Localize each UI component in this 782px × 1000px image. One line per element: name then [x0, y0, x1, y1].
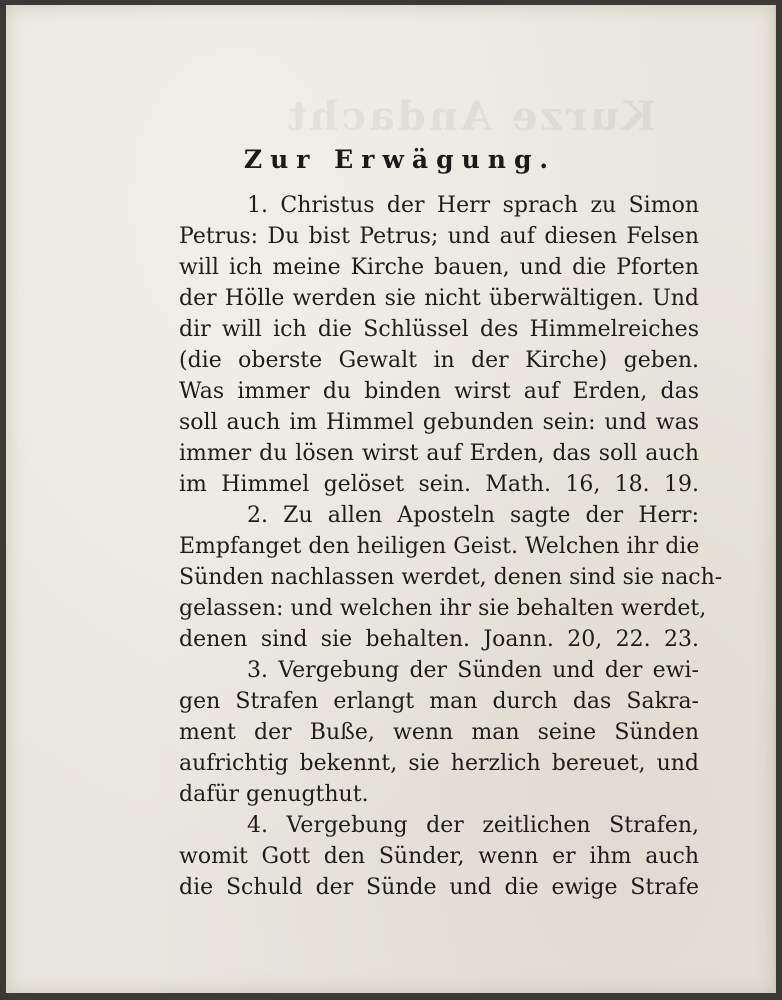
- text-line: 1. Christus der Herr sprach zu Simon: [247, 193, 699, 218]
- text-line: 2. Zu allen Aposteln sagte der Herr:: [247, 503, 699, 528]
- text-line: dir will ich die Schlüssel des Himmelreiches: [179, 317, 699, 342]
- text-line: Was immer du binden wirst auf Erden, das: [179, 379, 699, 404]
- text-line: soll auch im Himmel gebunden sein: und was: [179, 410, 699, 435]
- text-line: 3. Vergebung der Sünden und der ewi-: [247, 658, 699, 683]
- page-heading: Zur Erwägung.: [243, 145, 557, 174]
- text-line: Sünden nachlassen werdet, denen sind sie nach-: [179, 565, 723, 590]
- text-line: (die oberste Gewalt in der Kirche) geben.: [179, 348, 699, 373]
- text-line: aufrichtig bekennt, sie herzlich bereuet, und: [179, 751, 699, 776]
- book-page: [6, 5, 776, 993]
- text-line: ment der Buße, wenn man seine Sünden: [179, 720, 699, 745]
- text-line: womit Gott den Sünder, wenn er ihm auch: [179, 844, 699, 869]
- text-line: will ich meine Kirche bauen, und die Pforten: [179, 255, 699, 280]
- text-line: immer du lösen wirst auf Erden, das soll auch: [179, 441, 699, 466]
- text-line: gelassen: und welchen ihr sie behalten werdet,: [179, 596, 707, 621]
- text-line: denen sind sie behalten. Joann. 20, 22. 23.: [179, 627, 699, 652]
- text-line: Petrus: Du bist Petrus; und auf diesen Felsen: [179, 224, 699, 249]
- text-line: 4. Vergebung der zeitlichen Strafen,: [247, 813, 699, 838]
- text-line: der Hölle werden sie nicht überwältigen. Und: [179, 286, 699, 311]
- text-line: dafür genugthut.: [179, 782, 369, 807]
- text-line: im Himmel gelöset sein. Math. 16, 18. 19.: [179, 472, 699, 497]
- text-line: gen Strafen erlangt man durch das Sakra-: [179, 689, 699, 714]
- show-through-text: Kurze Andacht: [284, 93, 656, 140]
- text-line: die Schuld der Sünde und die ewige Strafe: [179, 875, 699, 900]
- text-line: Empfanget den heiligen Geist. Welchen ihr die: [179, 534, 700, 559]
